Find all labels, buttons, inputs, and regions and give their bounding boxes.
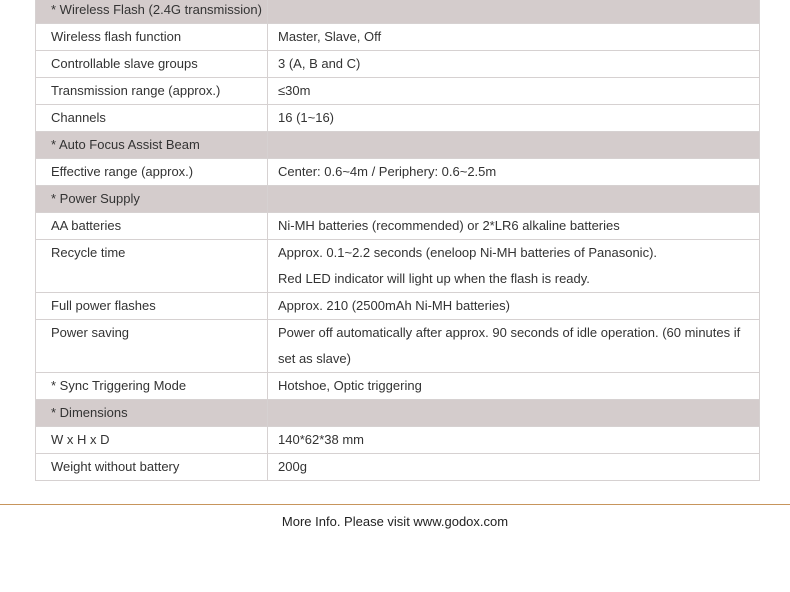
- section-header-row: [36, 186, 760, 213]
- footer-info-text: More Info. Please visit www.godox.com: [281, 514, 509, 529]
- spec-value: 16 (1~16): [268, 105, 760, 132]
- spec-row: [36, 159, 760, 186]
- spec-label: W x H x D: [36, 427, 268, 454]
- spec-value: Master, Slave, Off: [268, 24, 760, 51]
- section-title: * Power Supply: [36, 186, 268, 213]
- section-header-row: [36, 400, 760, 427]
- spec-value: [268, 132, 760, 159]
- spec-label: Channels: [36, 105, 268, 132]
- spec-label: * Sync Triggering Mode: [36, 373, 268, 400]
- spec-row: [36, 24, 760, 51]
- section-title: * Wireless Flash (2.4G transmission): [36, 0, 268, 24]
- section-title: * Auto Focus Assist Beam: [36, 132, 268, 159]
- spec-row: [36, 78, 760, 105]
- spec-table: [35, 0, 760, 481]
- spec-row: [36, 293, 760, 320]
- spec-label: Weight without battery: [36, 454, 268, 481]
- spec-label: AA batteries: [36, 213, 268, 240]
- spec-row: [36, 320, 760, 373]
- spec-value: Approx. 210 (2500mAh Ni-MH batteries): [268, 293, 760, 320]
- spec-value: 140*62*38 mm: [268, 427, 760, 454]
- spec-label: Full power flashes: [36, 293, 268, 320]
- section-header-row: [36, 132, 760, 159]
- section-title: * Dimensions: [36, 400, 268, 427]
- spec-value: 200g: [268, 454, 760, 481]
- spec-row: [36, 105, 760, 132]
- spec-value: [268, 400, 760, 427]
- spec-value: ≤30m: [268, 78, 760, 105]
- section-header-row: [36, 0, 760, 24]
- spec-label: Controllable slave groups: [36, 51, 268, 78]
- spec-value: Ni-MH batteries (recommended) or 2*LR6 alkaline batteries: [268, 213, 760, 240]
- spec-value: Hotshoe, Optic triggering: [268, 373, 760, 400]
- spec-row: [36, 51, 760, 78]
- spec-row: [36, 454, 760, 481]
- footer-divider: [0, 504, 790, 505]
- spec-table-body: [36, 0, 760, 481]
- spec-row: [36, 213, 760, 240]
- spec-value: [268, 186, 760, 213]
- spec-row: [36, 427, 760, 454]
- spec-label: Power saving: [36, 320, 268, 373]
- spec-label: Wireless flash function: [36, 24, 268, 51]
- spec-row: [36, 373, 760, 400]
- spec-label: Effective range (approx.): [36, 159, 268, 186]
- spec-label: Recycle time: [36, 240, 268, 293]
- spec-row: [36, 240, 760, 293]
- spec-value: [268, 0, 760, 24]
- spec-value: Approx. 0.1~2.2 seconds (eneloop Ni-MH batteries of Panasonic). Red LED indicator will light up when the flash is ready.: [268, 240, 760, 293]
- spec-value: Power off automatically after approx. 90 seconds of idle operation. (60 minutes if set as slave): [268, 320, 760, 373]
- spec-label: Transmission range (approx.): [36, 78, 268, 105]
- spec-value: 3 (A, B and C): [268, 51, 760, 78]
- spec-value: Center: 0.6~4m / Periphery: 0.6~2.5m: [268, 159, 760, 186]
